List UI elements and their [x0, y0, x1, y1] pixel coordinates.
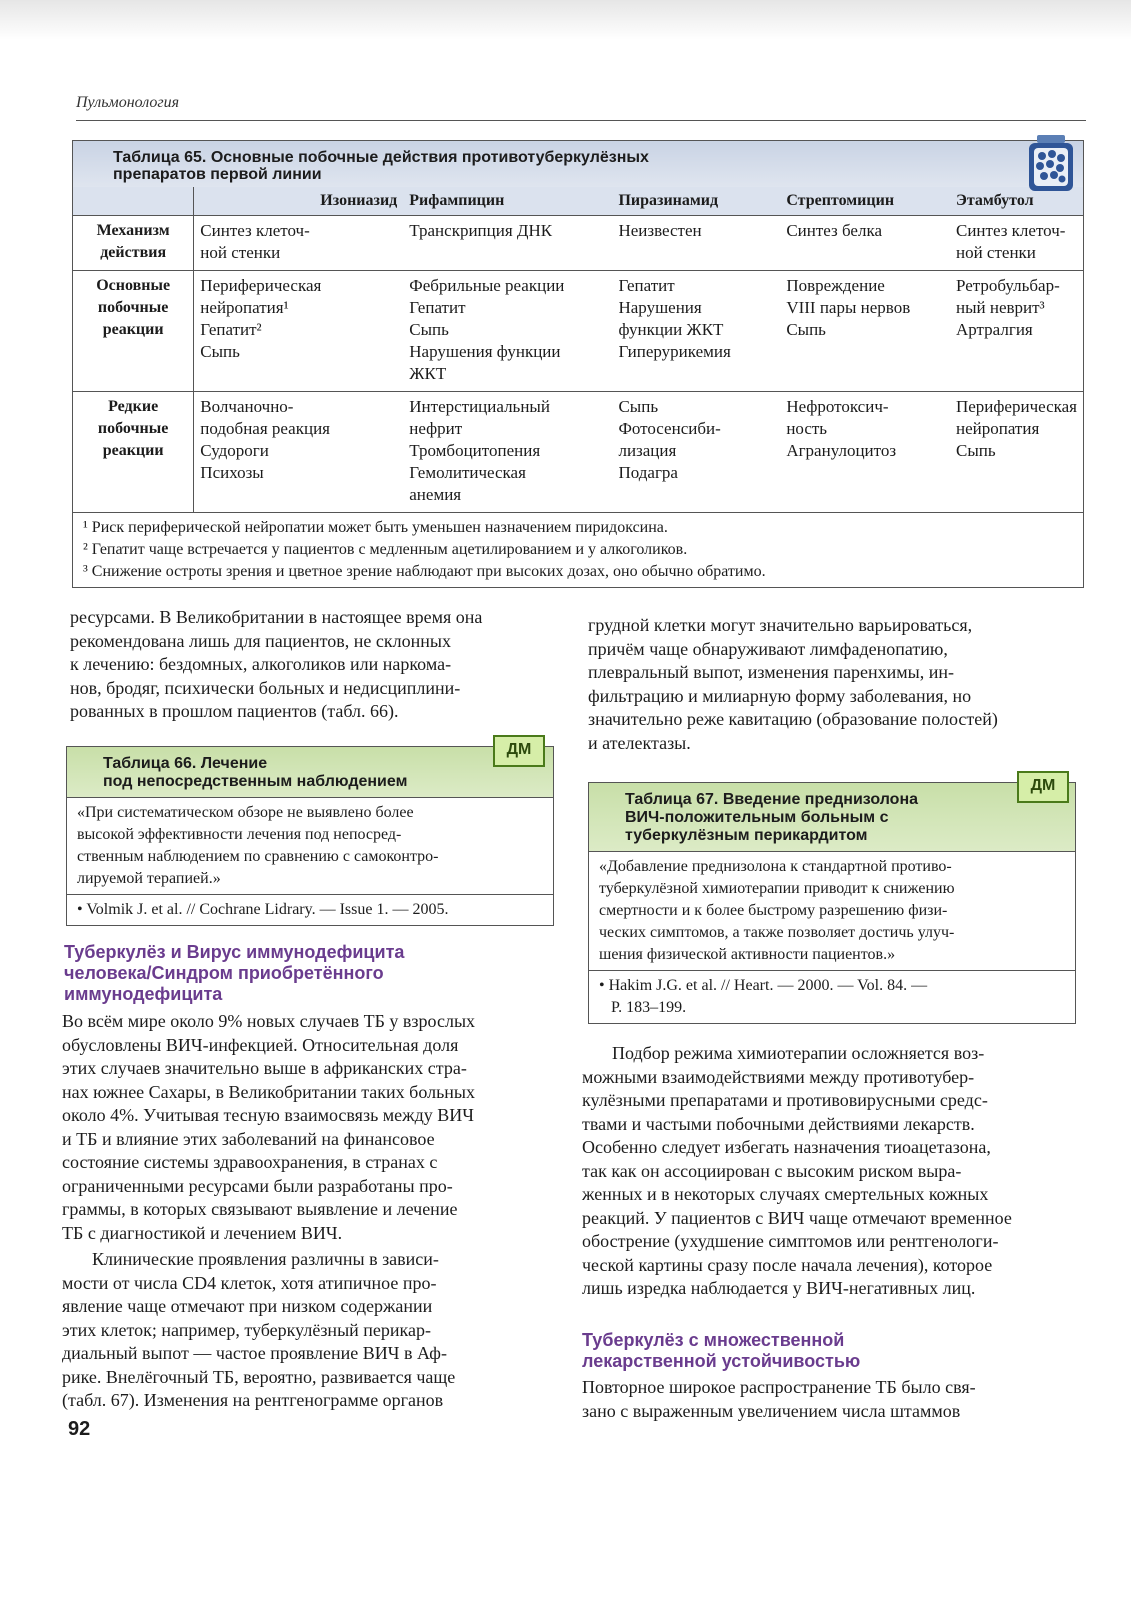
table-66 — [66, 741, 554, 926]
heading-line: Туберкулёз с множественной — [582, 1330, 845, 1350]
text-line: граммы, в которых связывают выявление и лечение — [62, 1199, 458, 1219]
text-line: можными взаимодействиями между противотубер- — [582, 1066, 975, 1087]
right-intro-paragraph — [588, 614, 1080, 755]
cell-line: Подагра — [618, 463, 678, 482]
column-header: Изониазид — [194, 187, 403, 216]
text-line: нах южнее Сахары, в Великобритании таких больных — [62, 1081, 476, 1102]
text-line: грудной клетки могут значительно варьироваться, — [588, 615, 973, 635]
text-line: Повторное широкое распространение ТБ было свя- — [582, 1377, 976, 1397]
cell-line: Ретробульбар- — [955, 276, 1060, 295]
cell-line: ный неврит³ — [955, 298, 1045, 317]
table-header-row — [73, 187, 1083, 216]
text-line: состояние системы здравоохранения, в странах с — [62, 1152, 438, 1172]
row-header — [73, 271, 194, 392]
table-66-reference — [67, 895, 553, 925]
table-cell — [780, 392, 950, 513]
table-67-quote — [589, 852, 1075, 971]
cell-line: функции ЖКТ — [618, 320, 724, 339]
pill-bottle-icon — [1023, 133, 1079, 193]
cell-line: Психозы — [200, 463, 264, 482]
cell-line: Гепатит² — [200, 320, 262, 339]
cell-line: Гепатит — [618, 276, 675, 295]
cell-line: Синтез клеточ- — [200, 221, 310, 240]
cell-line: Синтез клеточ- — [955, 221, 1066, 240]
heading-line: иммунодефицита — [64, 984, 223, 1004]
table-cell — [780, 271, 950, 392]
quote-line: высокой эффективности лечения под непосред- — [77, 826, 402, 843]
cell-line: Сыпь — [955, 441, 996, 460]
text-line: нов, бродяг, психически больных и недисциплини- — [70, 677, 461, 698]
header-rule — [76, 120, 1086, 121]
text-line: лишь изредка наблюдается у ВИЧ-негативных лиц. — [582, 1278, 976, 1298]
quote-line: «При систематическом обзоре не выявлено более — [77, 804, 414, 821]
cell-line: Гемолитическая — [409, 463, 526, 482]
table-cell — [194, 271, 403, 392]
table-cell — [612, 216, 780, 271]
cell-line: Тромбоцитопения — [409, 441, 541, 460]
text-line: мости от числа CD4 клеток, хотя атипичное про- — [62, 1272, 437, 1293]
text-line: обострение (ухудшение симптомов или рентгенологи- — [582, 1231, 999, 1251]
cell-line: Сыпь — [786, 320, 826, 339]
text-line: (табл. 67). Изменения на рентгенограмме органов — [62, 1390, 444, 1410]
table-row — [73, 216, 1083, 271]
table-cell — [780, 216, 950, 271]
text-line: этих случаев значительно выше в африканских стра- — [62, 1058, 467, 1078]
cell-line: Нарушения функции — [409, 342, 561, 361]
row-header-line: Основные — [96, 277, 171, 294]
quote-line: туберкулёзной химиотерапии приводит к снижению — [599, 880, 955, 897]
text-line: так как он ассоциирован с высоким риском выра- — [582, 1160, 962, 1181]
text-line: реакций. У пациентов с ВИЧ чаще отмечают временное — [582, 1207, 1012, 1228]
left-body-paragraph — [62, 1010, 550, 1245]
heading-line: лекарственной устойчивостью — [582, 1351, 861, 1371]
table-67 — [588, 777, 1076, 1024]
cell-line: Интерстициальный — [409, 397, 550, 416]
left-body-paragraph-2 — [62, 1248, 550, 1413]
table-row — [73, 271, 1083, 392]
text-line: явление чаще отмечают при низком содержании — [62, 1296, 433, 1316]
table-cell — [194, 392, 403, 513]
column-header: Рифампицин — [403, 187, 612, 216]
reference-line: • Volmik J. et al. // Cochrane Lidrary. — Issue 1. — 2005. — [77, 901, 449, 918]
title-line: под непосредственным наблюдением — [103, 773, 408, 790]
column-header: Этамбутол — [950, 187, 1083, 216]
text-line: ТБ с диагностикой и лечением ВИЧ. — [62, 1222, 343, 1243]
row-header-line: действия — [100, 244, 167, 261]
cell-line: Транскрипция ДНК — [409, 221, 553, 240]
page-shade — [0, 0, 1131, 40]
footnote: ¹ Риск периферической нейропатии может быть уменьшен назначением пиридоксина. — [83, 519, 668, 536]
cell-line: Артралгия — [955, 320, 1033, 339]
title-line: Таблица 67. Введение преднизолона — [625, 791, 919, 808]
row-header — [73, 216, 194, 271]
text-line: Особенно следует избегать назначения тиоацетазона, — [582, 1137, 991, 1157]
table-65-title-line: Таблица 65. Основные побочные действия противотуберкулёзных — [113, 149, 649, 166]
cell-line: Периферическая — [200, 276, 322, 295]
text-line: рекомендована лишь для пациентов, не склонных — [70, 630, 451, 651]
cell-line: подобная реакция — [200, 419, 330, 438]
text-line: Клинические проявления различны в зависи- — [92, 1249, 439, 1269]
title-line: ВИЧ-положительным больным с — [625, 809, 889, 826]
cell-line: Судороги — [200, 441, 269, 460]
text-line: причём чаще обнаруживают лимфаденопатию, — [588, 638, 948, 659]
cell-line: Волчаночно- — [200, 397, 294, 416]
row-header-line: Редкие — [108, 398, 159, 415]
table-cell — [950, 271, 1083, 392]
table-cell — [950, 392, 1083, 513]
cell-line: Агранулоцитоз — [786, 441, 897, 460]
row-header — [73, 392, 194, 513]
reference-line: • Hakim J.G. et al. // Heart. — 2000. — Vol. 84. — — [599, 977, 928, 994]
cell-line: ной стенки — [955, 243, 1036, 262]
text-line: ограниченными ресурсами были разработаны про- — [62, 1175, 453, 1196]
row-header-line: Механизм — [96, 222, 170, 239]
row-header-line: реакции — [102, 442, 164, 459]
cell-line: ность — [786, 419, 828, 438]
title-line: Таблица 66. Лечение — [103, 755, 268, 772]
footnote: ² Гепатит чаще встречается у пациентов с медленным ацетилированием и у алкоголиков. — [83, 541, 688, 558]
dm-badge: ДМ — [1017, 771, 1069, 803]
heading-line: Туберкулёз и Вирус иммунодефицита — [64, 942, 405, 962]
table-cell — [612, 271, 780, 392]
table-65-grid — [73, 187, 1083, 513]
table-row — [73, 392, 1083, 513]
left-intro-paragraph — [70, 606, 554, 724]
table-cell — [403, 216, 612, 271]
table-65-title-line: препаратов первой линии — [113, 166, 322, 183]
cell-line: ной стенки — [200, 243, 281, 262]
heading-line: человека/Синдром приобретённого — [64, 963, 384, 983]
text-line: рованных в прошлом пациентов (табл. 66). — [70, 701, 399, 721]
column-header — [73, 187, 194, 216]
quote-line: ческих симптомов, а также позволяет достичь улуч- — [599, 924, 955, 941]
section-heading-hiv — [64, 942, 404, 1005]
reference-line: P. 183–199. — [599, 999, 687, 1016]
cell-line: Нефротоксич- — [786, 397, 889, 416]
text-line: рике. Внелёгочный ТБ, вероятно, развивается чаще — [62, 1366, 456, 1387]
text-line: к лечению: бездомных, алкоголиков или наркома- — [70, 654, 452, 674]
section-heading-mdr — [582, 1330, 860, 1372]
text-line: и ТБ и влияние этих заболеваний на финансовое — [62, 1128, 435, 1149]
cell-line: Фотосенсиби- — [618, 419, 721, 438]
cell-line: Неизвестен — [618, 221, 702, 240]
table-66-title — [67, 747, 553, 798]
title-line: туберкулёзным перикардитом — [625, 827, 868, 844]
dm-badge: ДМ — [493, 735, 545, 767]
text-line: диальный выпот — частое проявление ВИЧ в Аф- — [62, 1343, 447, 1363]
table-cell — [403, 271, 612, 392]
cell-line: анемия — [409, 485, 462, 504]
table-cell — [950, 216, 1083, 271]
table-65-footnotes — [73, 513, 1083, 587]
text-line: обусловлены ВИЧ-инфекцией. Относительная доля — [62, 1034, 459, 1055]
cell-line: ЖКТ — [409, 364, 447, 383]
running-head: Пульмонология — [76, 94, 180, 111]
cell-line: Гепатит — [409, 298, 466, 317]
column-header: Стрептомицин — [780, 187, 950, 216]
quote-line: смертности и к более быстрому разрешению физи- — [599, 902, 948, 919]
cell-line: Сыпь — [409, 320, 449, 339]
column-header: Пиразинамид — [612, 187, 780, 216]
table-cell — [194, 216, 403, 271]
text-line: фильтрацию и милиарную форму заболевания, но — [588, 685, 972, 706]
text-line: Подбор режима химиотерапии осложняется воз- — [612, 1043, 985, 1063]
quote-line: шения физической активности пациентов.» — [599, 946, 896, 963]
text-line: ческой картины сразу после начала лечения), которое — [582, 1254, 993, 1275]
table-65-title — [73, 141, 1083, 187]
cell-line: VIII пары нервов — [786, 298, 911, 317]
quote-line: «Добавление преднизолона к стандартной противо- — [599, 858, 952, 875]
cell-line: Периферическая — [955, 397, 1077, 416]
page-number: 92 — [68, 1418, 91, 1440]
table-66-quote — [67, 798, 553, 895]
cell-line: Сыпь — [618, 397, 659, 416]
text-line: и ателектазы. — [588, 732, 691, 753]
right-body-paragraph — [582, 1042, 1072, 1301]
cell-line: нейропатия — [955, 419, 1040, 438]
table-65 — [72, 140, 1084, 588]
text-line: женных и в некоторых случаях смертельных кожных — [582, 1184, 989, 1204]
text-line: Во всём мире около 9% новых случаев ТБ у взрослых — [62, 1011, 476, 1031]
table-67-title — [589, 783, 1075, 852]
footnote: ³ Снижение остроты зрения и цветное зрение наблюдают при высоких дозах, оно обычно обратимо. — [83, 563, 766, 580]
quote-line: лируемой терапией.» — [77, 870, 221, 887]
row-header-line: побочные — [97, 420, 169, 437]
text-line: кулёзными препаратами и противовирусными средс- — [582, 1090, 988, 1110]
quote-line: ственным наблюдением по сравнению с самоконтро- — [77, 848, 439, 865]
cell-line: Повреждение — [786, 276, 885, 295]
cell-line: Синтез белка — [786, 221, 882, 240]
text-line: около 4%. Учитывая тесную взаимосвязь между ВИЧ — [62, 1105, 474, 1125]
cell-line: нефрит — [409, 419, 463, 438]
row-header-line: реакции — [102, 321, 164, 338]
cell-line: Гиперурикемия — [618, 342, 731, 361]
text-line: этих клеток; например, туберкулёзный перикар- — [62, 1319, 431, 1340]
cell-line: лизация — [618, 441, 677, 460]
text-line: зано с выраженным увеличением числа штаммов — [582, 1400, 961, 1421]
text-line: твами и частыми побочными действиями лекарств. — [582, 1113, 975, 1134]
table-cell — [612, 392, 780, 513]
table-cell — [403, 392, 612, 513]
table-67-reference — [589, 971, 1075, 1023]
text-line: ресурсами. В Великобритании в настоящее время она — [70, 607, 483, 627]
cell-line: Сыпь — [200, 342, 240, 361]
text-line: значительно реже кавитацию (образование полостей) — [588, 709, 998, 729]
cell-line: Нарушения — [618, 298, 702, 317]
text-line: плевральный выпот, изменения паренхимы, ин- — [588, 662, 954, 682]
cell-line: Фебрильные реакции — [409, 276, 565, 295]
right-body-paragraph-2 — [582, 1376, 1072, 1423]
cell-line: нейропатия¹ — [200, 298, 289, 317]
row-header-line: побочные — [97, 299, 169, 316]
